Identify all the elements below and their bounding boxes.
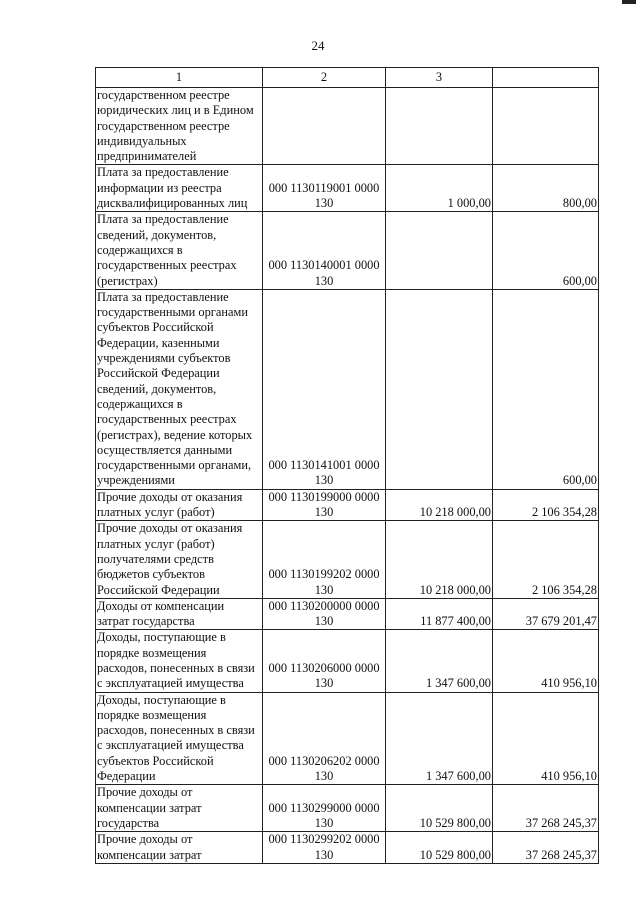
column-header: 1 xyxy=(96,68,263,88)
row-value-actual: 2 106 354,28 xyxy=(493,489,599,521)
row-name-line: компенсации затрат xyxy=(97,847,202,862)
row-value-actual xyxy=(493,88,599,165)
row-name-line: юридических лиц и в Едином xyxy=(97,103,254,118)
row-name-line: государственными органами xyxy=(97,305,248,320)
row-name-line: Прочие доходы от оказания xyxy=(97,521,243,536)
row-name-line: (регистрах) xyxy=(97,273,158,288)
row-name-line: Федерации, казенными xyxy=(97,335,220,350)
row-name-line: Доходы от компенсации xyxy=(97,598,225,613)
row-name-cell xyxy=(96,489,263,521)
row-code-cell xyxy=(263,289,386,489)
row-name-line: содержащихся в xyxy=(97,396,183,411)
row-code-line: 000 1130299202 0000 xyxy=(268,832,380,847)
row-name-line: (регистрах), ведение которых xyxy=(97,427,253,442)
row-code-cell xyxy=(263,785,386,832)
column-header xyxy=(493,68,599,88)
row-value-planned: 1 347 600,00 xyxy=(386,630,493,692)
row-name-line: Плата за предоставление xyxy=(97,212,229,227)
row-code-line: 000 1130200000 0000 xyxy=(268,598,380,613)
row-code-cell xyxy=(263,88,386,165)
column-header: 3 xyxy=(386,68,493,88)
table-row xyxy=(96,832,599,864)
row-code-line: 130 xyxy=(314,847,334,862)
row-value-planned: 11 877 400,00 xyxy=(386,598,493,630)
row-name-line: предпринимателей xyxy=(97,149,197,164)
row-name-line: Плата за предоставление xyxy=(97,289,229,304)
row-name-line: получателями средств xyxy=(97,551,214,566)
row-value-planned: 10 529 800,00 xyxy=(386,832,493,864)
row-name-line: Доходы, поступающие в xyxy=(97,630,226,645)
row-value-planned xyxy=(386,289,493,489)
row-code-line: 130 xyxy=(314,273,334,288)
table-row xyxy=(96,692,599,785)
table-row xyxy=(96,785,599,832)
row-name-line: учреждениями субъектов xyxy=(97,351,231,366)
corner-mark xyxy=(622,0,636,4)
row-name-cell xyxy=(96,165,263,212)
row-name-cell xyxy=(96,212,263,289)
row-code-line: 130 xyxy=(314,582,334,597)
row-code-line: 130 xyxy=(314,196,334,211)
row-name-cell xyxy=(96,785,263,832)
row-code-line: 130 xyxy=(314,505,334,520)
row-code-cell xyxy=(263,489,386,521)
row-value-actual: 2 106 354,28 xyxy=(493,521,599,598)
row-name-line: сведений, документов, xyxy=(97,227,217,242)
row-name-line: платных услуг (работ) xyxy=(97,505,215,520)
table-row xyxy=(96,165,599,212)
row-value-planned: 1 000,00 xyxy=(386,165,493,212)
row-code-line: 130 xyxy=(314,769,334,784)
table-row xyxy=(96,489,599,521)
row-value-actual: 37 268 245,37 xyxy=(493,785,599,832)
row-code-line xyxy=(264,149,384,164)
row-name-line: с эксплуатацией имущества xyxy=(97,676,244,691)
row-code-line: 130 xyxy=(314,473,334,488)
row-code-line: 000 1130206000 0000 xyxy=(268,660,380,675)
row-name-line: Российской Федерации xyxy=(97,582,220,597)
table-row xyxy=(96,88,599,165)
row-name-line: информации из реестра xyxy=(97,180,222,195)
row-name-line: Федерации xyxy=(97,769,156,784)
row-name-line: Прочие доходы от xyxy=(97,785,193,800)
row-code-cell xyxy=(263,212,386,289)
row-name-line: индивидуальных xyxy=(97,133,187,148)
row-value-actual: 800,00 xyxy=(493,165,599,212)
row-value-actual: 410 956,10 xyxy=(493,692,599,785)
row-name-cell xyxy=(96,630,263,692)
row-code-line: 000 1130140001 0000 xyxy=(268,258,380,273)
row-value-planned xyxy=(386,88,493,165)
row-name-line: расходов, понесенных в связи xyxy=(97,723,255,738)
row-value-actual: 37 679 201,47 xyxy=(493,598,599,630)
row-name-cell xyxy=(96,521,263,598)
row-code-cell xyxy=(263,692,386,785)
column-header: 2 xyxy=(263,68,386,88)
row-code-line: 000 1130299000 0000 xyxy=(268,800,380,815)
row-name-line: государственных реестрах xyxy=(97,412,237,427)
row-code-line: 000 1130199202 0000 xyxy=(268,567,380,582)
table-row xyxy=(96,598,599,630)
row-value-actual: 37 268 245,37 xyxy=(493,832,599,864)
row-name-line: содержащихся в xyxy=(97,242,183,257)
row-code-cell xyxy=(263,598,386,630)
row-value-actual: 600,00 xyxy=(493,289,599,489)
row-name-cell xyxy=(96,88,263,165)
row-name-cell xyxy=(96,832,263,864)
row-code-line: 000 1130141001 0000 xyxy=(268,458,380,473)
row-name-line: Российской Федерации xyxy=(97,366,220,381)
row-name-line: порядке возмещения xyxy=(97,707,207,722)
row-name-line: государственном реестре xyxy=(97,118,230,133)
row-name-line: дисквалифицированных лиц xyxy=(97,196,248,211)
row-value-planned xyxy=(386,212,493,289)
row-value-actual: 600,00 xyxy=(493,212,599,289)
row-name-line: Плата за предоставление xyxy=(97,165,229,180)
table-row xyxy=(96,630,599,692)
row-value-planned: 10 218 000,00 xyxy=(386,489,493,521)
row-name-line: сведений, документов, xyxy=(97,381,217,396)
row-code-line: 130 xyxy=(314,676,334,691)
row-code-line: 000 1130206202 0000 xyxy=(268,753,380,768)
row-name-line: компенсации затрат xyxy=(97,800,202,815)
row-name-line: государственными органами, xyxy=(97,458,252,473)
table-row xyxy=(96,521,599,598)
row-code-cell xyxy=(263,630,386,692)
row-value-planned: 10 218 000,00 xyxy=(386,521,493,598)
row-code-line: 130 xyxy=(314,614,334,629)
header-row xyxy=(96,68,599,88)
row-name-cell xyxy=(96,289,263,489)
row-name-line: расходов, понесенных в связи xyxy=(97,660,255,675)
row-name-line: учреждениями xyxy=(97,473,175,488)
row-name-line: Прочие доходы от оказания xyxy=(97,489,243,504)
row-name-cell xyxy=(96,598,263,630)
row-name-cell xyxy=(96,692,263,785)
row-code-line: 000 1130199000 0000 xyxy=(268,489,380,504)
row-code-cell xyxy=(263,165,386,212)
row-name-line: Доходы, поступающие в xyxy=(97,692,226,707)
row-name-line: субъектов Российской xyxy=(97,753,214,768)
row-value-actual: 410 956,10 xyxy=(493,630,599,692)
row-name-line: Прочие доходы от xyxy=(97,832,193,847)
row-name-line: осуществляется данными xyxy=(97,442,233,457)
row-value-planned: 1 347 600,00 xyxy=(386,692,493,785)
row-code-line: 000 1130119001 0000 xyxy=(268,180,380,195)
table-row xyxy=(96,289,599,489)
row-code-line xyxy=(264,134,384,149)
table-row xyxy=(96,212,599,289)
row-code-cell xyxy=(263,521,386,598)
row-name-line: субъектов Российской xyxy=(97,320,214,335)
row-name-line: государственных реестрах xyxy=(97,258,237,273)
revenue-table xyxy=(95,67,599,864)
row-code-line: 130 xyxy=(314,815,334,830)
row-code-cell xyxy=(263,832,386,864)
row-name-line: бюджетов субъектов xyxy=(97,567,205,582)
row-name-line: государственном реестре xyxy=(97,88,230,102)
row-name-line: с эксплуатацией имущества xyxy=(97,738,244,753)
row-name-line: платных услуг (работ) xyxy=(97,536,215,551)
row-name-line: затрат государства xyxy=(97,614,195,629)
row-value-planned: 10 529 800,00 xyxy=(386,785,493,832)
row-name-line: государства xyxy=(97,815,160,830)
page-number: 24 xyxy=(311,38,325,53)
row-name-line: порядке возмещения xyxy=(97,645,207,660)
